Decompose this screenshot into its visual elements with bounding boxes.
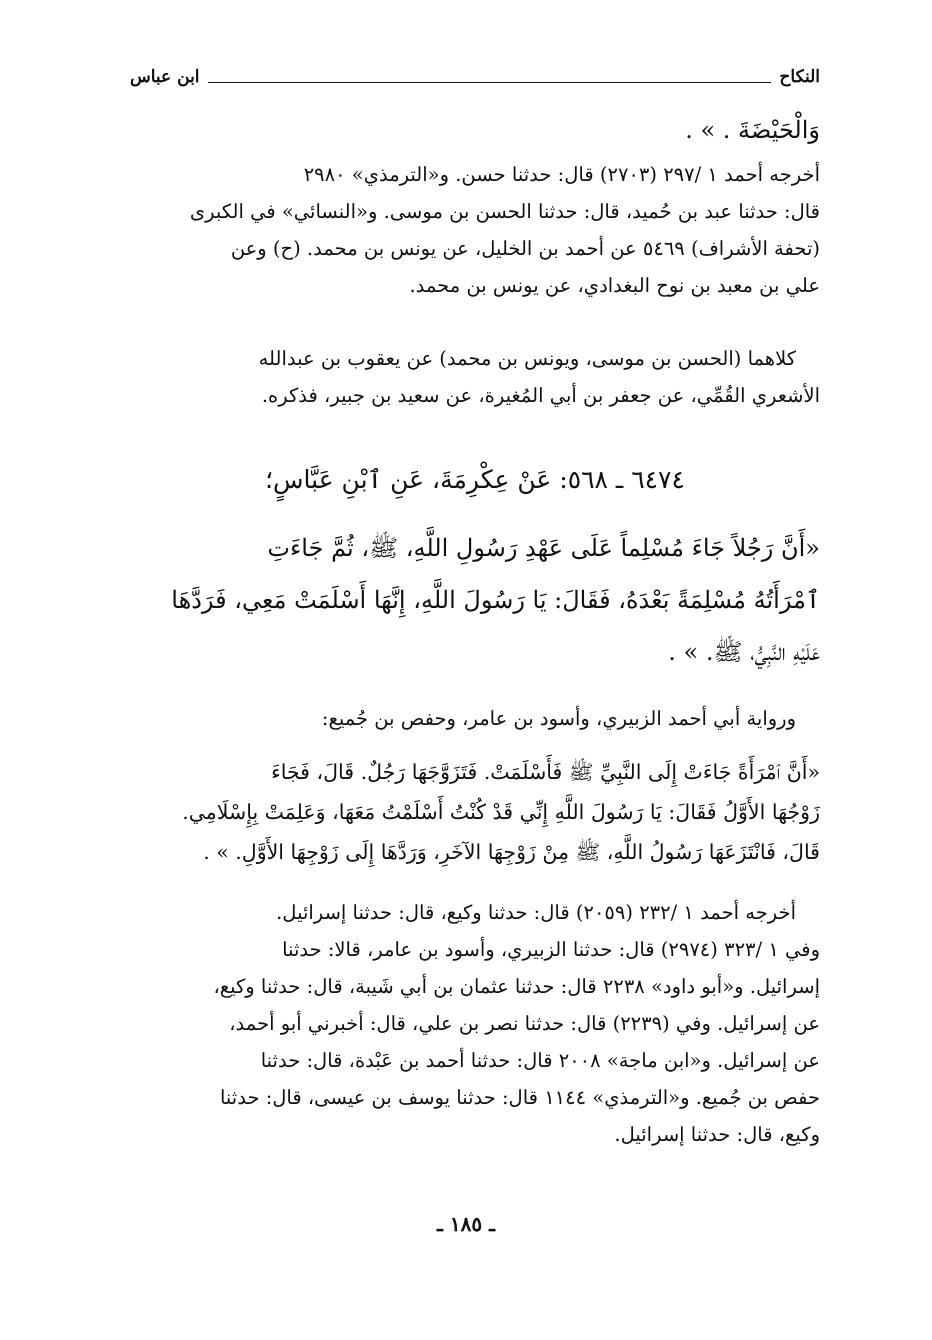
hadith-text: [130, 522, 820, 678]
riwaya-text: [130, 752, 820, 872]
riwaya-line-1: «أَنَّ ٱمْرَأَةً جَاءَتْ إِلَى النَّبِيِّ ﷺ فَأَسْلَمَتْ. فَتَزَوَّجَهَا رَجُلٌ. قَالَ، فَجَاءَ: [271, 760, 820, 784]
takhrij-paragraph-1: [130, 156, 820, 304]
takhrij3-line-3: إسرائيل. و«أبو داود» ٢٢٣٨ قال: حدثنا عثمان بن أبي شَيبة، قال: حدثنا وكيع،: [213, 975, 820, 998]
header-narrator: ابن عباس: [130, 67, 200, 87]
takhrij3-line-4: عن إسرائيل. وفي (٢٢٣٩) قال: حدثنا نصر بن علي، قال: أخبرني أبو أحمد،: [229, 1012, 820, 1035]
takhrij3-line-6: حفص بن جُميع. و«الترمذي» ١١٤٤ قال: حدثنا يوسف بن عيسى، قال: حدثنا: [219, 1086, 820, 1109]
takhrij1-line-4: علي بن معبد بن نوح البغدادي، عن يونس بن محمد.: [409, 274, 820, 297]
hadith-line-2: ٱمْرَأَتُهُ مُسْلِمَةً بَعْدَهُ، فَقَالَ: يَا رَسُولَ اللَّهِ، إِنَّهَا أَسْلَمَتْ مَعِي، فَرَدَّهَا: [171, 586, 820, 614]
riwaya-line-2: زَوْجُهَا الأَوَّلُ فَقَالَ: يَا رَسُولَ اللَّهِ إِنِّي قَدْ كُنْتُ أَسْلَمْتُ مَعَهَا، وَعَلِمَتْ بِإِسْلَامِي.: [182, 800, 820, 824]
fragment-line: وَالْحَيْضَةَ . » .: [685, 116, 820, 144]
takhrij3-line-1: أخرجه أحمد ١ /٢٣٢ (٢٠٥٩) قال: حدثنا وكيع، قال: حدثنا إسرائيل.: [276, 901, 796, 924]
takhrij1-line-2: قال: حدثنا عبد بن حُميد، قال: حدثنا الحسن بن موسى. و«النسائي» في الكبرى: [189, 200, 820, 223]
header-rule: [208, 82, 772, 83]
header-chapter: النكاح: [779, 67, 820, 87]
continued-hadith-fragment: [130, 104, 820, 156]
takhrij1-line-3: (تحفة الأشراف) ٥٤٦٩ عن أحمد بن الخليل، عن يونس بن محمد. (ح) وعن: [230, 237, 820, 260]
hadith-line-1: «أَنَّ رَجُلاً جَاءَ مُسْلِماً عَلَى عَهْدِ رَسُولِ اللَّهِ، ﷺ، ثُمَّ جَاءَتِ: [267, 534, 820, 562]
takhrij3-line-7: وكيع، قال: حدثنا إسرائيل.: [614, 1123, 820, 1146]
running-header: [130, 62, 820, 92]
riwaya-intro-line: ورواية أبي أحمد الزبيري، وأسود بن عامر، وحفص بن جُميع:: [321, 707, 796, 730]
page-number: ـ ١٨٥ ـ: [437, 1212, 495, 1236]
takhrij1-line-1: أخرجه أحمد ١ /٢٩٧ (٢٧٠٣) قال: حدثنا حسن. و«الترمذي» ٢٩٨٠: [303, 163, 820, 186]
takhrij3-line-5: عن إسرائيل. و«ابن ماجة» ٢٠٠٨ قال: حدثنا أحمد بن عَبْدة، قال: حدثنا: [260, 1049, 820, 1072]
hadith-number-title: ٦٤٧٤ ـ ٥٦٨: عَنْ عِكْرِمَةَ، عَنِ ٱبْنِ عَبَّاسٍ؛: [265, 465, 685, 494]
hadith-line-3: عَلَيْهِ النَّبِيُّ، ﷺ. » .: [668, 638, 820, 666]
takhrij-paragraph-3: [130, 894, 820, 1153]
takhrij2-line-2: الأشعري القُمِّي، عن جعفر بن أبي المُغيرة، عن سعيد بن جبير، فذكره.: [261, 384, 820, 407]
takhrij3-line-2: وفي ١ /٣٢٣ (٢٩٧٤) قال: حدثنا الزبيري، وأسود بن عامر، قالا: حدثنا: [282, 938, 820, 961]
riwaya-line-3: قَالَ، فَانْتَزَعَهَا رَسُولُ اللَّهِ، ﷺ مِنْ زَوْجِهَا الآخَرِ، وَرَدَّهَا إِلَى زَوْجِهَا الأَوَّلِ. » .: [203, 840, 820, 864]
takhrij-paragraph-2: [130, 340, 820, 414]
takhrij2-line-1: كلاهما (الحسن بن موسى، ويونس بن محمد) عن يعقوب بن عبدالله: [258, 347, 796, 370]
riwaya-intro: [130, 700, 820, 737]
